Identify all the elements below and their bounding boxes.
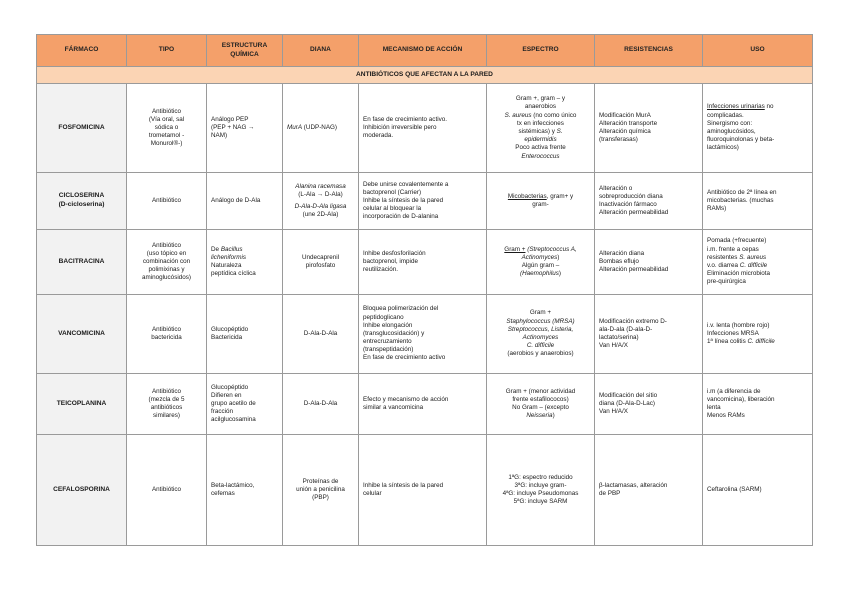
espectro-cell: 1ªG: espectro reducido 3ªG: incluye gram- 4ªG: incluye Pseudomonas 5ªG: incluye SARM	[487, 435, 595, 546]
espectro-cell: Gram + (menor actividad frente estafilococos) No Gram – (excepto Neisseria)	[487, 374, 595, 435]
uso-cell: Infecciones urinarias no complicadas. Sinergismo con: aminoglucósidos, fluoroquinolonas y beta- lactámicos)	[703, 84, 813, 173]
estructura-cell: Glucopéptido Difieren en grupo acetilo de fracción acilglucosamina	[207, 374, 283, 435]
mecanismo-cell: En fase de crecimiento activo. Inhibición irreversible pero moderada.	[359, 84, 487, 173]
drug-name: CICLOSERINA (D-cicloserina)	[37, 173, 127, 230]
header-tipo: TIPO	[127, 35, 207, 67]
uso-cell: i.v. lenta (hombre rojo) Infecciones MRSA 1ª línea colitis C. difficile	[703, 295, 813, 374]
estructura-cell: De Bacillus licheniformis Naturaleza peptídica cíclica	[207, 230, 283, 295]
uso-cell: Ceftarolina (SARM)	[703, 435, 813, 546]
header-farmaco: FÁRMACO	[37, 35, 127, 67]
diana-cell: Undecaprenil pirofosfato	[283, 230, 359, 295]
resistencias-cell: Modificación MurA Alteración transporte Alteración química (transferasas)	[595, 84, 703, 173]
header-espectro: ESPECTRO	[487, 35, 595, 67]
uso-cell: Pomada (+frecuente) i.m. frente a cepas resistentes S. aureus v.o. diarrea C. difficile Eliminación microbiota pre-quirúrgica	[703, 230, 813, 295]
diana-cell: MurA (UDP-NAG)	[283, 84, 359, 173]
resistencias-cell: β-lactamasas, alteración de PBP	[595, 435, 703, 546]
tipo-cell: Antibiótico bactericida	[127, 295, 207, 374]
tipo-cell: Antibiótico	[127, 173, 207, 230]
mecanismo-cell: Debe unirse covalentemente a bactoprenol (Carrier) Inhibe la síntesis de la pared celular al bloquear la incorporación de D-alanina	[359, 173, 487, 230]
mecanismo-cell: Efecto y mecanismo de acción similar a vancomicina	[359, 374, 487, 435]
espectro-cell: Gram +, gram – y anaerobios S. aureus (no como único tx en infecciones sistémicas) y S. epidermidis Poco activa frente Enterococcus	[487, 84, 595, 173]
tipo-cell: Antibiótico (uso tópico en combinación con polimixinas y aminoglucósidos)	[127, 230, 207, 295]
section-row	[37, 67, 813, 84]
uso-cell: Antibiótico de 2ª línea en micobacterias. (muchas RAMs)	[703, 173, 813, 230]
table-row	[37, 435, 813, 546]
mecanismo-cell: Inhibe desfosforilación bactoprenol, impide reutilización.	[359, 230, 487, 295]
drug-name: TEICOPLANINA	[37, 374, 127, 435]
table-row	[37, 295, 813, 374]
resistencias-cell: Alteración o sobreproducción diana Inactivación fármaco Alteración permeabilidad	[595, 173, 703, 230]
resistencias-cell: Modificación del sitio diana (D-Ala-D-Lac) Van H/A/X	[595, 374, 703, 435]
tipo-cell: Antibiótico (mezcla de 5 antibióticos similares)	[127, 374, 207, 435]
table-row	[37, 84, 813, 173]
table-row	[37, 374, 813, 435]
uso-cell: i.m (a diferencia de vancomicina), liberación lenta Menos RAMs	[703, 374, 813, 435]
header-estructura: ESTRUCTURA QUÍMICA	[207, 35, 283, 67]
estructura-cell: Análogo PEP (PEP + NAG → NAM)	[207, 84, 283, 173]
header-uso: USO	[703, 35, 813, 67]
diana-cell: Alanina racemasa (L-Ala → D-Ala) D-Ala-D-Ala ligasa (une 2D-Ala)	[283, 173, 359, 230]
estructura-cell: Análogo de D-Ala	[207, 173, 283, 230]
estructura-cell: Beta-lactámico, cefemas	[207, 435, 283, 546]
antibiotics-table	[36, 34, 813, 546]
diana-cell: D-Ala-D-Ala	[283, 374, 359, 435]
header-mecanismo: MECANISMO DE ACCIÓN	[359, 35, 487, 67]
header-diana: DIANA	[283, 35, 359, 67]
header-row	[37, 35, 813, 67]
diana-cell: D-Ala-D-Ala	[283, 295, 359, 374]
resistencias-cell: Modificación extremo D- ala-D-ala (D-ala-D- lactato/serina) Van H/A/X	[595, 295, 703, 374]
mecanismo-cell: Bloquea polimerización del peptidoglicano Inhibe elongación (transglucosidación) y entrecruzamiento (transpeptidación) En fase de crecimiento activo	[359, 295, 487, 374]
table-row	[37, 173, 813, 230]
resistencias-cell: Alteración diana Bombas eflujo Alteración permeabilidad	[595, 230, 703, 295]
estructura-cell: Glucopéptido Bactericida	[207, 295, 283, 374]
espectro-cell: Gram + (Streptococcus A, Actinomyces) Algún gram – (Haemophilus)	[487, 230, 595, 295]
diana-cell: Proteínas de unión a penicilina (PBP)	[283, 435, 359, 546]
drug-name: CEFALOSPORINA	[37, 435, 127, 546]
drug-name: VANCOMICINA	[37, 295, 127, 374]
tipo-cell: Antibiótico	[127, 435, 207, 546]
drug-name: BACITRACINA	[37, 230, 127, 295]
table-row	[37, 230, 813, 295]
espectro-cell: Gram + Staphylococcus (MRSA) Streptococcus, Listeria, Actinomyces C. difficile (aerobios y anaerobios)	[487, 295, 595, 374]
tipo-cell: Antibiótico (Vía oral, sal sódica o trometamol - Monurol®-)	[127, 84, 207, 173]
mecanismo-cell: Inhibe la síntesis de la pared celular	[359, 435, 487, 546]
espectro-cell: Micobacterias, gram+ y gram-	[487, 173, 595, 230]
header-resistencias: RESISTENCIAS	[595, 35, 703, 67]
section-title: ANTIBIÓTICOS QUE AFECTAN A LA PARED	[37, 67, 813, 84]
drug-name: FOSFOMICINA	[37, 84, 127, 173]
